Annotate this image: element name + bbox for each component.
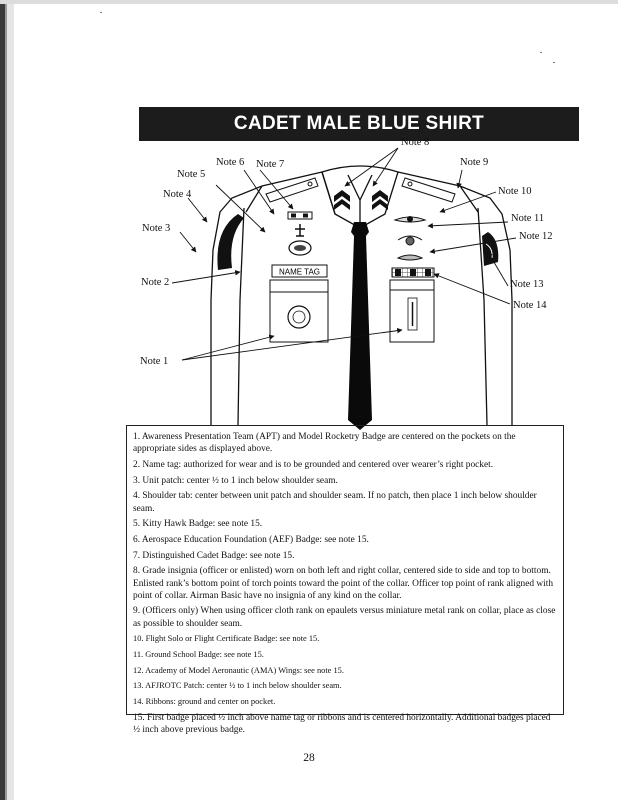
note-1-label: Note 1 [140, 356, 169, 367]
note-item-10: 10. Flight Solo or Flight Certificate Badge: see note 15. [133, 634, 320, 644]
note-8-label: Note 8 [401, 137, 430, 148]
unit-patch-left-sleeve [217, 214, 244, 270]
note-item-15: 15. First badge placed ½ inch above name tag or ribbons and is centered horizontally. Additional badges placed ½ inch above previous badge. [133, 712, 551, 736]
note-9-label: Note 9 [460, 157, 489, 168]
note-item-2: 2. Name tag: authorized for wear and is to be grounded and centered over wearer’s right pocket. [133, 459, 494, 470]
name-tag-text: NAME TAG [278, 267, 321, 277]
note-item-13: 13. AFJROTC Patch: center ½ to 1 inch below shoulder seam. [133, 681, 342, 691]
note-item-1: 1. Awareness Presentation Team (APT) and Model Rocketry Badge are centered on the pockets on the appropriate sides as displayed above. [133, 432, 516, 455]
note-item-11: 11. Ground School Badge: see note 15. [133, 650, 264, 660]
afjrotc-patch-right-sleeve [482, 232, 498, 266]
scan-speck [100, 12, 102, 13]
page-number: 28 [303, 752, 315, 764]
note-3-label: Note 3 [142, 223, 171, 234]
collar-rank-insignia [334, 190, 388, 210]
necktie [348, 222, 372, 430]
scan-speck [553, 62, 555, 63]
note-item-6: 6. Aerospace Education Foundation (AEF) Badge: see note 15. [133, 534, 369, 545]
note-13-label: Note 13 [510, 279, 544, 290]
note-7-label: Note 7 [256, 159, 285, 170]
note-4-label: Note 4 [163, 189, 192, 200]
notes-box [126, 425, 564, 736]
note-11-label: Note 11 [511, 213, 545, 224]
note-6-label: Note 6 [216, 157, 245, 168]
note-10-label: Note 10 [498, 186, 532, 197]
ribbons [392, 268, 434, 277]
left-chest-badges [288, 212, 312, 255]
note-item-9: 9. (Officers only) When using officer cloth rank on epaulets versus miniature metal rank on collar, place as close as possible to shoulder seam. [133, 606, 556, 629]
note-item-5: 5. Kitty Hawk Badge: see note 15. [133, 519, 263, 530]
note-item-3: 3. Unit patch: center ½ to 1 inch below shoulder seam. [133, 475, 338, 486]
right-chest-badges [395, 217, 425, 261]
scan-speck [540, 52, 542, 53]
note-12-label: Note 12 [519, 231, 553, 242]
page-title: CADET MALE BLUE SHIRT [139, 107, 579, 141]
note-item-7: 7. Distinguished Cadet Badge: see note 15. [133, 550, 295, 561]
note-5-label: Note 5 [177, 169, 206, 180]
note-item-8: 8. Grade insignia (officer or enlisted) worn on both left and right collar, centered side to side and top to bottom. Enlisted rank’s bottom point of torch points toward the point of the collar. Officer top point of rank aligned with point of collar. Airman Basic have no insignia of any kind on the collar. [133, 566, 554, 601]
note-item-12: 12. Academy of Model Aeronautic (AMA) Wings: see note 15. [133, 665, 344, 675]
note-item-4: 4. Shoulder tab: center between unit patch and shoulder seam. If no patch, then place 1 inch below shoulder seam. [133, 491, 537, 514]
note-item-14: 14. Ribbons: ground and center on pocket. [133, 697, 276, 707]
note-2-label: Note 2 [141, 277, 170, 288]
note-14-label: Note 14 [513, 300, 547, 311]
model-rocketry-badge [288, 306, 310, 328]
